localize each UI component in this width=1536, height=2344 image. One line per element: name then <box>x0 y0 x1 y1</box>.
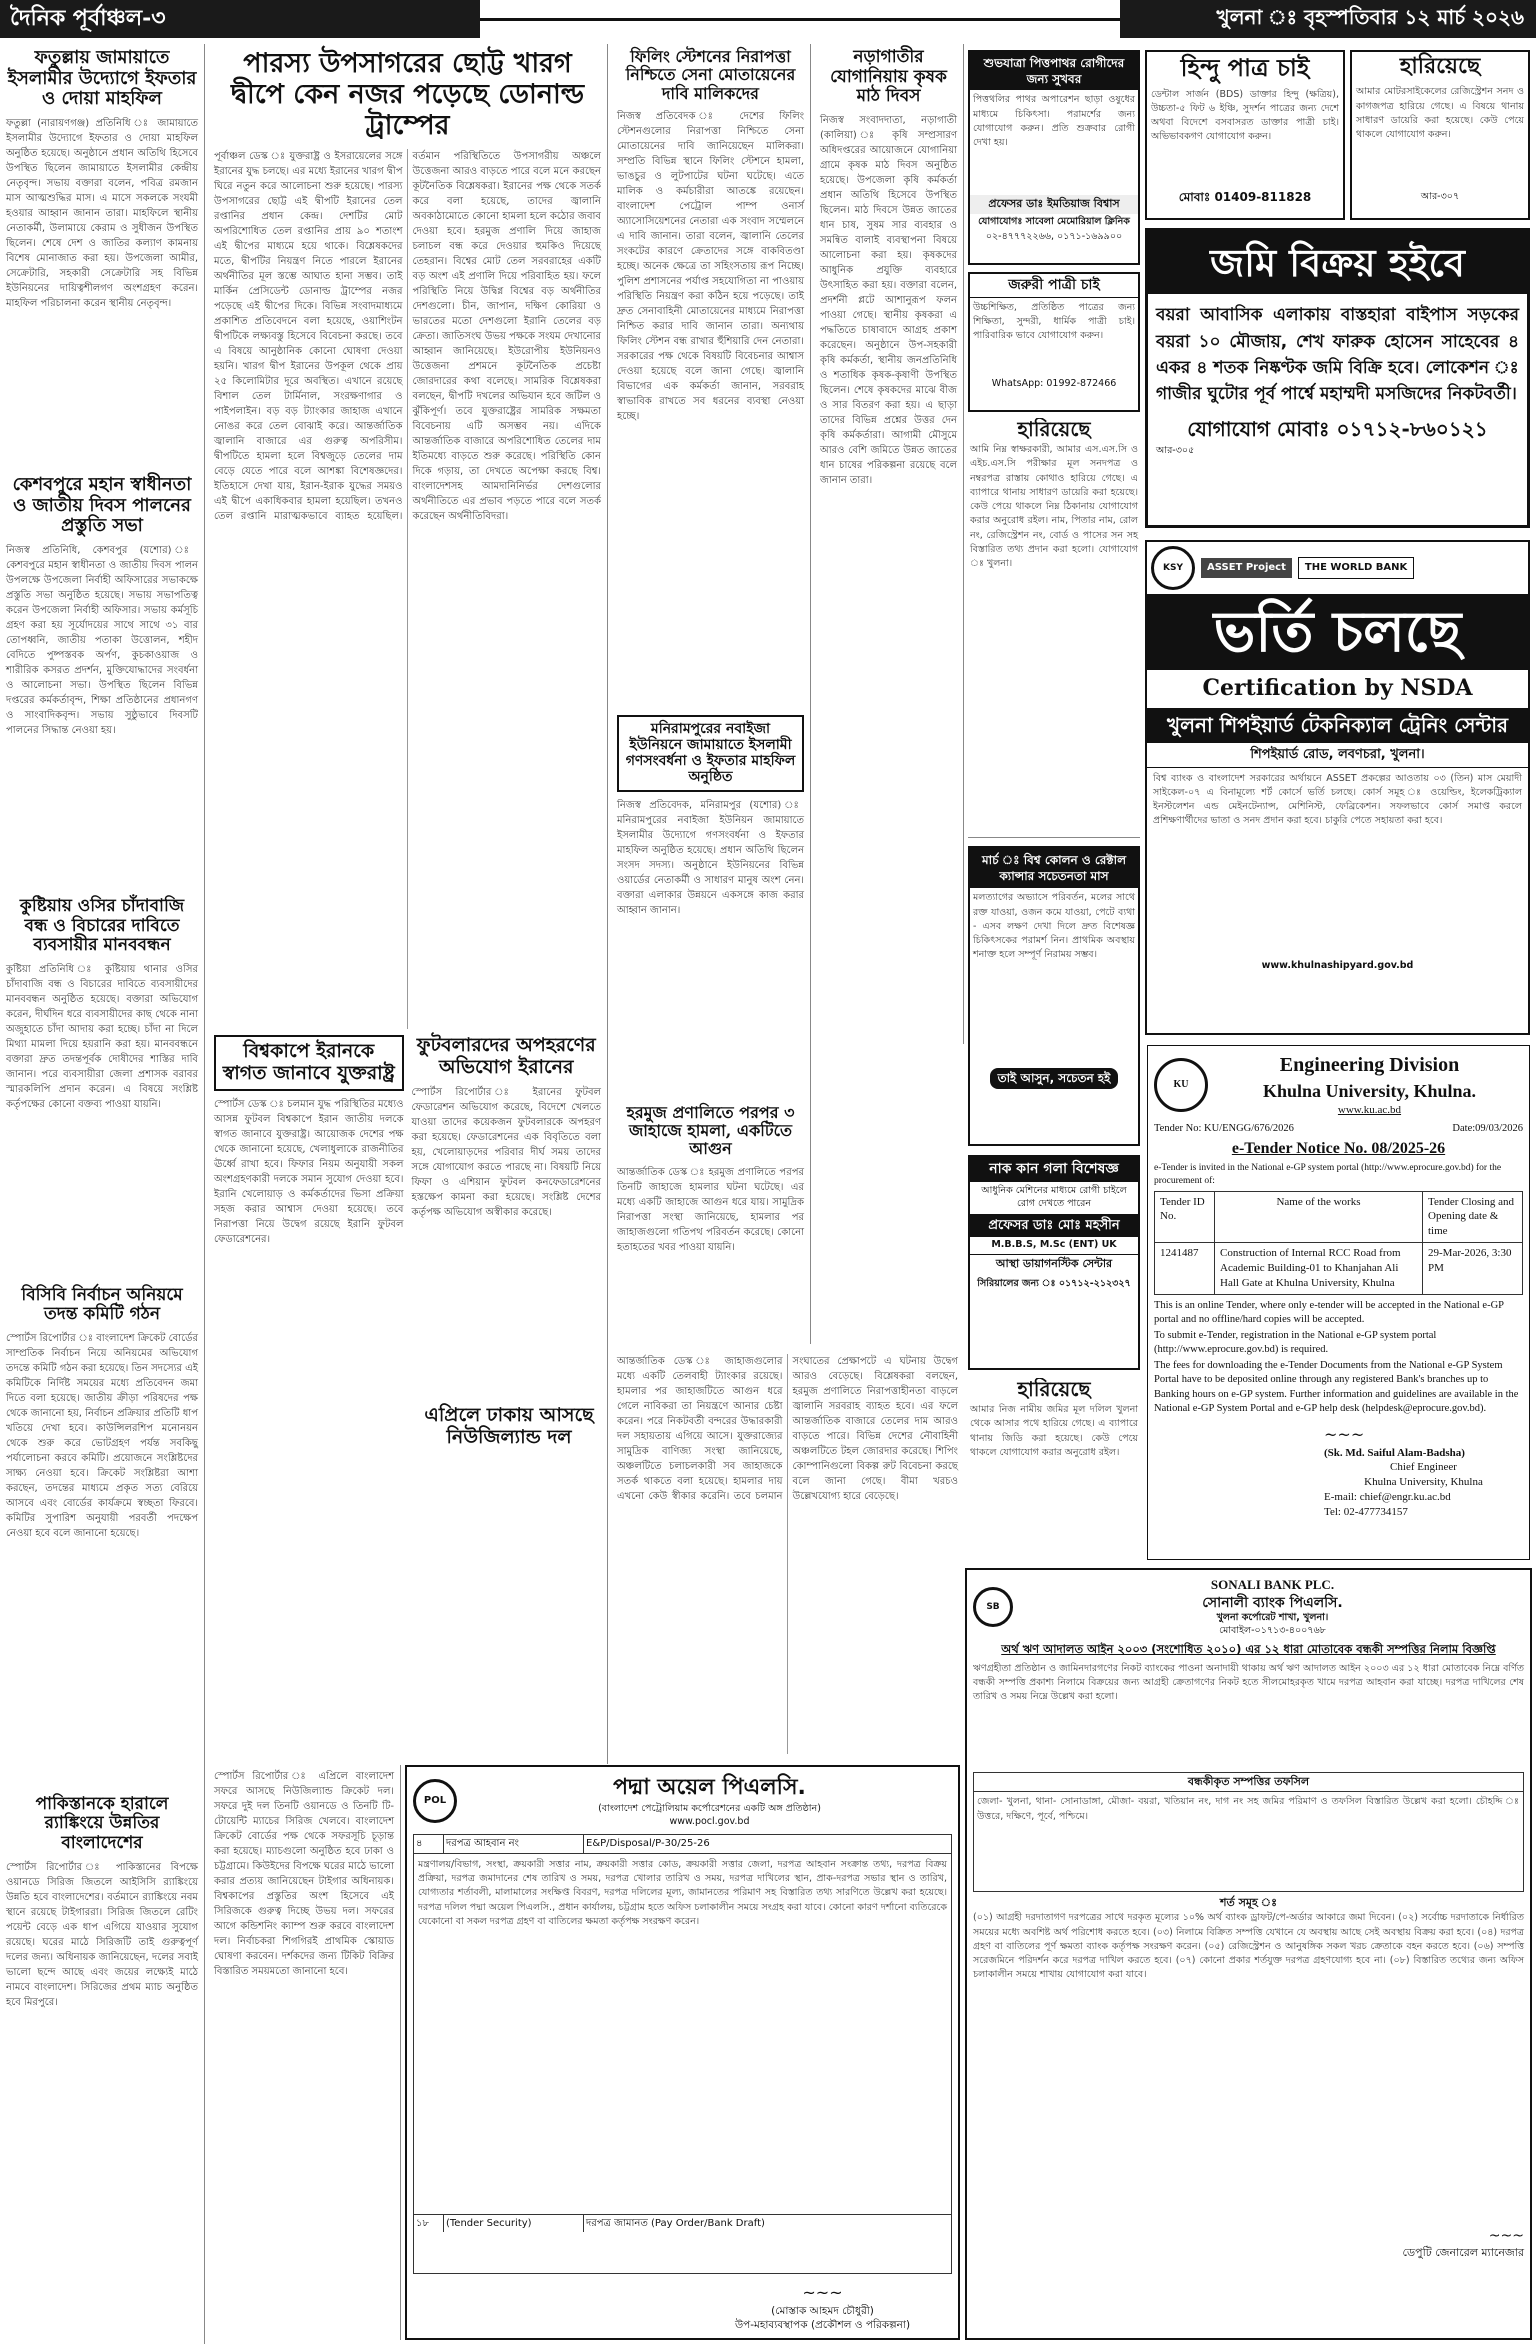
ku-logo: KU <box>1154 1058 1208 1112</box>
tender-sign-org: Khulna University, Khulna <box>1364 1476 1483 1489</box>
lead-headline: পারস্য উপসাগরের ছোট্ট খারগ দ্বীপে কেন নজর পড়েছে ডোনাল্ড ট্রাম্পের <box>230 48 585 142</box>
tender-row-name: Construction of Internal RCC Road from Academic Building-01 to Khanjahan Ali Hall Gate at Khulna University, Khulna <box>1215 1243 1423 1295</box>
ad-lost-1-title: হারিয়েছে <box>1399 53 1481 79</box>
ad-land-ref: আর-৩০৫ <box>1156 444 1195 456</box>
story-3-body: কুষ্টিয়া প্রতিনিধি ঃ কুষ্টিয়ায় থানার ওসির চাঁদাবাজি বন্ধ ও বিচারের দাবিতে ব্যবসায়ীদের মানববন্ধন অনুষ্ঠিত হয়েছে। বক্তারা অভিযোগ করেন, দীর্ঘদিন ধরে ব্যবসায়ীদের কাছ থেকে নানা অজুহাতে চাঁদা আদায় করা হচ্ছে। চাঁদা না দিলে মিথ্যা মামলা দিয়ে হয়রানি করা হয়। মানববন্ধনে বক্তারা দ্রুত তদন্তপূর্বক দোষীদের শাস্তির দাবি জানান। পরে ব্যবসায়ীরা জেলা প্রশাসক বরাবর স্মারকলিপি প্রদান করেন। এ বিষয়ে সংশ্লিষ্ট কর্তৃপক্ষের কোনো বক্তব্য পাওয়া যায়নি। <box>6 963 198 1110</box>
sonali-schedule-head: বন্ধকীকৃত সম্পত্তির তফসিল <box>973 1772 1524 1793</box>
ad-ent-phone: সিরিয়ালের জন্য ঃ ০১৭১২-২১২৩২৭ <box>977 1277 1131 1289</box>
ad-bride-title: জরুরী পাত্রী চাই <box>970 274 1138 298</box>
worldbank-badge: THE WORLD BANK <box>1298 557 1414 579</box>
sonali-branch: খুলনা কর্পোরেট শাখা, খুলনা। <box>1216 1612 1329 1624</box>
story-2-headline-col2: বিশ্বকাপে ইরানকে স্বাগত জানাবে যুক্তরাষ্ট্র <box>214 1035 404 1091</box>
padma-subtitle: (বাংলাদেশ পেট্রোলিয়াম কর্পোরেশনের একটি অঙ্গ প্রতিষ্ঠান) <box>598 1802 821 1814</box>
column-3-lower-body: আন্তর্জাতিক ডেস্ক ঃ জাহাজগুলোর মধ্যে একটি তেলবাহী ট্যাংকার রয়েছে। হামলার পর জাহাজটিতে আগুন ধরে গেলে নাবিকরা তা নিয়ন্ত্রণে আনার চেষ্টা করেন। পরে নিকটবর্তী বন্দরের উদ্ধারকারী দল সহায়তায় এগিয়ে আসে। যুক্তরাজ্যের সামুদ্রিক বাণিজ্য সংস্থা জানিয়েছে, অঞ্চলটিতে চলাচলকারী সব জাহাজকে সতর্ক থাকতে বলা হয়েছে। হামলার দায় এখনো কেউ স্বীকার করেনি। তবে চলমান সংঘাতের প্রেক্ষাপটে এ ঘটনায় উদ্বেগ আরও বেড়েছে। বিশ্লেষকরা বলছেন, হরমুজ প্রণালিতে নিরাপত্তাহীনতা বাড়লে জ্বালানি সরবরাহ ব্যাহত হবে। এর ফলে আন্তর্জাতিক বাজারে তেলের দাম আরও বাড়তে পারে। বিভিন্ন দেশের নৌবাহিনী অঞ্চলটিতে টহল জোরদার করেছে। শিপিং কোম্পানিগুলো বিকল্প রুট বিবেচনা করছে বলে জানা গেছে। বীমা খরচও উল্লেখযোগ্য হারে বেড়েছে। <box>617 1356 958 1502</box>
ad-lost-2-body: আমি নিম্ন স্বাক্ষরকারী, আমার এস.এস.সি ও এইচ.এস.সি পরীক্ষার মূল সনদপত্র ও নম্বরপত্র রাস্তায় কোথাও হারিয়ে গেছে। এ ব্যাপারে থানায় সাধারণ ডায়েরি করা হয়েছে। কেউ পেয়ে থাকলে নিম্ন ঠিকানায় যোগাযোগ করার অনুরোধ রইল। নাম, পিতার নাম, রোল নং, রেজিস্ট্রেশন নং, বোর্ড ও পাসের সন সহ বিস্তারিত তথ্য প্রদান করা হলো। যোগাযোগ ঃ খুলনা। <box>970 444 1138 569</box>
lead-body: পূর্বাঞ্চল ডেস্ক ঃ যুক্তরাষ্ট্র ও ইসরায়েলের সঙ্গে ইরানের যুদ্ধ চলছে। এর মধ্যে ইরানের খারগ দ্বীপ ঘিরে নতুন করে আলোচনা শুরু হয়েছে। পারস্য উপসাগরের ছোট্ট এই দ্বীপটি ইরানের তেল রপ্তানির প্রধান কেন্দ্র। দেশটির মোট অপরিশোধিত তেল রপ্তানির প্রায় ৯০ শতাংশ এই দ্বীপের মাধ্যমে হয়ে থাকে। বিশ্লেষকদের মতে, দ্বীপটির নিয়ন্ত্রণ নিতে পারলে ইরানের অর্থনীতির মূল স্তম্ভে আঘাত হানা সম্ভব। তাই মার্কিন প্রেসিডেন্ট ডোনাল্ড ট্রাম্পের নজর পড়েছে এই দ্বীপের দিকে। বিভিন্ন সংবাদমাধ্যমে প্রকাশিত প্রতিবেদনে বলা হয়েছে, ওয়াশিংটন দ্বীপটিকে লক্ষ্যবস্তু হিসেবে বিবেচনা করছে। তবে এ বিষয়ে আনুষ্ঠানিক কোনো ঘোষণা দেওয়া হয়নি। খারগ দ্বীপ ইরানের উপকূল থেকে প্রায় ২৫ কিলোমিটার দূরে অবস্থিত। এখানে রয়েছে বিশাল তেল টার্মিনাল, সংরক্ষণাগার ও পাইপলাইন। বড় বড় ট্যাংকার জাহাজ এখানে নোঙর করে তেল বোঝাই করে। আন্তর্জাতিক জ্বালানি বাজারে এর গুরুত্ব অপরিসীম। দ্বীপটিতে হামলা হলে বিশ্বজুড়ে তেলের দাম বেড়ে যেতে পারে বলে আশঙ্কা বিশেষজ্ঞদের। ইতিহাসে দেখা যায়, ইরান-ইরাক যুদ্ধের সময়ও এই দ্বীপে একাধিকবার হামলা হয়েছিল। তখনও তেল রপ্তানি মারাত্মকভাবে ব্যাহত হয়েছিল। বর্তমান পরিস্থিতিতে উপসাগরীয় অঞ্চলে উত্তেজনা আরও বাড়তে পারে বলে মনে করছেন কূটনৈতিক বিশ্লেষকরা। ইরানের পক্ষ থেকে সতর্ক করে বলা হয়েছে, তাদের জ্বালানি অবকাঠামোতে কোনো হামলা হলে কঠোর জবাব দেওয়া হবে। হরমুজ প্রণালি দিয়ে জাহাজ চলাচল বন্ধ করে দেওয়ার হুমকিও দিয়েছে তেহরান। বিশ্বের মোট তেল সরবরাহের একটি বড় অংশ এই প্রণালি দিয়ে পরিবাহিত হয়। ফলে পরিস্থিতি নিয়ে উদ্বিগ্ন বিশ্বের বড় অর্থনীতির দেশগুলো। চীন, জাপান, দক্ষিণ কোরিয়া ও ভারতের মতো দেশগুলো ইরানি তেলের বড় ক্রেতা। জাতিসংঘ উভয় পক্ষকে সংযম দেখানোর আহ্বান জানিয়েছে। ইউরোপীয় ইউনিয়নও উত্তেজনা প্রশমনে কূটনৈতিক প্রচেষ্টা জোরদারের কথা বলেছে। সামরিক বিশ্লেষকরা বলছেন, দ্বীপটি দখলের অভিযান হবে জটিল ও ঝুঁকিপূর্ণ। তবে যুক্তরাষ্ট্রের সামরিক সক্ষমতা বিবেচনায় এটি অসম্ভব নয়। এদিকে আন্তর্জাতিক বাজারে অপরিশোধিত তেলের দাম ইতিমধ্যে বাড়তে শুরু করেছে। পরিস্থিতি কোন দিকে গড়ায়, তা দেখতে অপেক্ষা করছে বিশ্ব। বাংলাদেশসহ আমদানিনির্ভর দেশগুলোর অর্থনীতিতে এর প্রভাব পড়তে পারে বলে সতর্ক করেছেন অর্থনীতিবিদরা। <box>214 151 601 523</box>
sonali-schedule-body: জেলা- খুলনা, থানা- সোনাডাঙ্গা, মৌজা- বয়রা, খতিয়ান নং, দাগ নং সহ জমির পরিমাণ ও তফসিল বিস্তারিত উল্লেখ করা হলো। চৌহদ্দি ঃ উত্তরে, দক্ষিণে, পূর্বে, পশ্চিমে। <box>973 1792 1524 1892</box>
tender-notice-title: e-Tender Notice No. 08/2025-26 <box>1231 1140 1446 1158</box>
story-3-headline: কুষ্টিয়ায় ওসির চাঁদাবাজি বন্ধ ও বিচারের দাবিতে ব্যবসায়ীর মানববন্ধন <box>19 896 185 956</box>
ad-gallstone-title: শুভযাত্রা পিত্তপাথর রোগীদের জন্য সুখবর <box>970 52 1138 90</box>
tender-col-id: Tender ID No. <box>1155 1191 1215 1243</box>
signature-mark: ~~~ <box>1324 1424 1365 1444</box>
tender-notice <box>1147 1045 1530 1560</box>
sonali-name-en: SONALI BANK PLC. <box>1210 1577 1335 1592</box>
ad-ent-specialist <box>968 1155 1140 1370</box>
story-4-headline: বিসিবি নির্বাচন অনিয়মে তদন্ত কমিটি গঠন <box>21 1284 183 1325</box>
ad-hindu-phone: মোবাঃ 01409-811828 <box>1178 189 1312 204</box>
column-2 <box>208 44 608 1764</box>
col3-story-1-headline: ফিলিং স্টেশনের নিরাপত্তা নিশ্চিতে সেনা মোতায়েনের দাবি মালিকদের <box>625 47 796 103</box>
tender-no: Tender No: KU/ENGG/676/2026 <box>1154 1123 1294 1135</box>
story-1-headline: ফতুল্লায় জামায়াতে ইসলামীর উদ্যোগে ইফতার ও দোয়া মাহফিল <box>7 47 197 110</box>
tender-col-name: Name of the works <box>1215 1191 1423 1243</box>
admission-title: ভর্তি চলছে <box>1147 594 1528 670</box>
col3-story-1-body: নিজস্ব প্রতিবেদক ঃ দেশের ফিলিং স্টেশনগুলোর নিরাপত্তা নিশ্চিতে সেনা মোতায়েনের দাবি জানিয়েছেন মালিকরা। সম্প্রতি বিভিন্ন স্থানে ফিলিং স্টেশনে হামলা, ভাঙচুর ও লুটপাটের ঘটনা ঘটেছে। এতে মালিক ও কর্মচারীরা আতঙ্কে রয়েছেন। বাংলাদেশ পেট্রোল পাম্প ওনার্স অ্যাসোসিয়েশনের নেতারা এক সংবাদ সম্মেলনে এ দাবি জানান। তারা বলেন, জ্বালানি তেলের সংকটের কারণে ক্রেতাদের সঙ্গে বাকবিতণ্ডা হচ্ছে। অনেক ক্ষেত্রে তা সহিংসতায় রূপ নিচ্ছে। পুলিশ প্রশাসনের পর্যাপ্ত সহযোগিতা না পাওয়ায় পরিস্থিতি নিয়ন্ত্রণ করা কঠিন হয়ে পড়েছে। তাই দ্রুত সেনাবাহিনী মোতায়েনের মাধ্যমে নিরাপত্তা নিশ্চিত করার দাবি জানান তারা। অন্যথায় ফিলিং স্টেশন বন্ধ রাখার হুঁশিয়ারি দেন নেতারা। সরকারের পক্ষ থেকে বিষয়টি বিবেচনার আশ্বাস দেওয়া হয়েছে বলে জানা গেছে। জ্বালানি বিভাগের এক কর্মকর্তা জানান, সরবরাহ স্বাভাবিক রাখতে সব ধরনের ব্যবস্থা নেওয়া হচ্ছে। <box>617 111 804 423</box>
story-3-headline-col2: ফুটবলারদের অপহরণের অভিযোগ ইরানের <box>416 1034 596 1078</box>
tender-note-2: To submit e-Tender, registration in the National e-GP system portal (http://www.eprocure.gov.bd) is required. <box>1154 1329 1437 1356</box>
padma-signer-title: উপ-মহাব্যবস্থাপক (প্রকৌশল ও পরিকল্পনা) <box>734 2319 911 2332</box>
ad-land-body: বয়রা আবাসিক এলাকায় বাস্তহারা বাইপাস সড়কের বয়রা ১০ মৌজায়, শেখ ফারুক হোসেন সাহেবের ৪ একর ৪ শতক নিষ্কণ্টক জমি বিক্রি হবে। লোকেশন ঃ গাজীর ঘুটোর পূর্ব পার্শ্বে মহাম্মদী মসজিদের নিকটবর্তী। <box>1156 305 1519 405</box>
tender-date: Date:09/03/2026 <box>1452 1123 1523 1135</box>
tender-sign-name: (Sk. Md. Saiful Alam-Badsha) <box>1324 1446 1465 1459</box>
ad-lost-3-title: হারিয়েছে <box>1017 1378 1091 1401</box>
padma-signer: (মোস্তাক আহমদ চৌধুরী) <box>771 2304 874 2317</box>
sonali-signer: ডেপুটি জেনারেল ম্যানেজার <box>1402 2246 1524 2260</box>
sonali-phone: মোবাইল-০১৭১৩-৪০০৭৬৮ <box>1219 1625 1326 1637</box>
ad-cancer-cta: তাই আসুন, সচেতন হই <box>990 1068 1119 1088</box>
tender-col-date: Tender Closing and Opening date & time <box>1423 1191 1523 1243</box>
padma-signature-mark: ~~~ <box>802 2283 843 2303</box>
ad-lost-1-body: আমার মোটরসাইকেলের রেজিস্ট্রেশন সনদ ও কাগজপত্র হারিয়ে গেছে। এ বিষয়ে থানায় সাধারণ ডায়েরি করা হয়েছে। কেউ পেয়ে থাকলে যোগাযোগ করুন। <box>1356 86 1524 141</box>
ad-gallstone-body: পিত্তথলির পাথর অপারেশন ছাড়া ওষুধের মাধ্যমে চিকিৎসা। পরামর্শের জন্য যোগাযোগ করুন। প্রতি শুক্রবার রোগী দেখা হয়। <box>973 94 1135 149</box>
asset-badge: ASSET Project <box>1201 558 1292 578</box>
padma-security-label: (Tender Security) <box>444 2215 584 2233</box>
ad-cancer-cta-wrap <box>970 1068 1138 1088</box>
ad-hindu-title: হিন্দু পাত্র চাই <box>1180 53 1310 82</box>
tender-table <box>1154 1191 1523 1295</box>
padma-title: পদ্মা অয়েল পিএলসি. <box>613 1775 806 1800</box>
story-4-body: স্পোর্টস রিপোর্টার ঃ বাংলাদেশ ক্রিকেট বোর্ডের সাম্প্রতিক নির্বাচন নিয়ে অনিয়মের অভিযোগ তদন্তে কমিটি গঠন করা হয়েছে। তিন সদস্যের এই কমিটিকে নির্দিষ্ট সময়ের মধ্যে প্রতিবেদন জমা দিতে বলা হয়েছে। জাতীয় ক্রীড়া পরিষদের পক্ষ থেকে জানানো হয়, নির্বাচন প্রক্রিয়ার প্রতিটি ধাপ খতিয়ে দেখা হবে। কাউন্সিলরশিপ মনোনয়ন থেকে শুরু করে ভোটগ্রহণ পর্যন্ত সবকিছু পর্যালোচনা করবে কমিটি। প্রয়োজনে সংশ্লিষ্টদের সাক্ষ্য নেওয়া হবে। ক্রিকেট সংশ্লিষ্টরা আশা করছেন, তদন্তের মাধ্যমে প্রকৃত সত্য বেরিয়ে আসবে এবং বোর্ডের কার্যক্রমে স্বচ্ছতা ফিরবে। কমিটির সুপারিশ অনুযায়ী পরবর্তী পদক্ষেপ নেওয়া হবে বলে জানানো হয়েছে। <box>6 1332 198 1539</box>
padma-table <box>413 1834 952 2274</box>
ad-land-phone: যোগাযোগ মোবাঃ ০১৭১২-৮৬০১২১ <box>1187 416 1488 441</box>
ad-cancer-body: মলত্যাগের অভ্যাসে পরিবর্তন, মলের সাথে রক্ত যাওয়া, ওজন কমে যাওয়া, পেটে ব্যথা - এসব লক্ষণ দেখা দিলে দ্রুত বিশেষজ্ঞ চিকিৎসকের পরামর্শ নিন। প্রাথমিক অবস্থায় শনাক্ত হলে সম্পূর্ণ নিরাময় সম্ভব। <box>973 892 1135 961</box>
ad-gallstone-phone: ০২-৪৭৭৭২২৬৬, ০১৭১-১৬৯৯০০ <box>985 231 1123 243</box>
ad-ent-degree: M.B.B.S, M.Sc (ENT) UK <box>991 1239 1117 1251</box>
tender-row-date: 29-Mar-2026, 3:30 PM <box>1423 1243 1523 1295</box>
column-1 <box>0 44 205 2344</box>
padma-logo: POL <box>413 1779 457 1823</box>
padma-website[interactable]: www.pocl.gov.bd <box>669 1815 750 1827</box>
admission-cert: Certification by NSDA <box>1202 675 1473 702</box>
sonali-notice-title: অর্থ ঋণ আদালত আইন ২০০৩ (সংশোধিত ২০১০) এর ১২ ধারা মোতাবেক বন্ধকী সম্পত্তির নিলাম বিজ্ঞপ্তি <box>1001 1642 1496 1657</box>
ad-hindu-body: ডেন্টাল সার্জন (BDS) ডাক্তার হিন্দু (ক্ষত্রিয়), উচ্চতা-৫ ফিট ৬ ইঞ্চি, সুদর্শন পাত্রের জন্য দেশে অথবা বিদেশে বসবাসরত ডাক্তার পাত্রী চাই। অভিভাবকগণ যোগাযোগ করুন। <box>1151 88 1339 143</box>
story-2-body: নিজস্ব প্রতিনিধি, কেশবপুর (যশোর) ঃ কেশবপুরে মহান স্বাধীনতা ও জাতীয় দিবস পালন উপলক্ষে উপজেলা নির্বাহী অফিসারের সভাকক্ষে প্রস্তুতি সভা অনুষ্ঠিত হয়েছে। সভায় সভাপতিত্ব করেন উপজেলা নির্বাহী অফিসার। সভায় কর্মসূচি গ্রহণ করা হয় সূর্যোদয়ের সাথে সাথে ৩১ বার তোপধ্বনি, জাতীয় পতাকা উত্তোলন, শহীদ বেদিতে পুষ্পস্তবক অর্পণ, কুচকাওয়াজ ও শারীরিক কসরত প্রদর্শন, মুক্তিযোদ্ধাদের সংবর্ধনা ও আলোচনা সভা। উপস্থিত ছিলেন বিভিন্ন দপ্তরের কর্মকর্তাবৃন্দ, শিক্ষা প্রতিষ্ঠানের প্রধানগণ ও সাংবাদিকবৃন্দ। সভায় সুষ্ঠুভাবে দিবসটি পালনের সিদ্ধান্ত নেওয়া হয়। <box>6 545 198 737</box>
sonali-bank-notice <box>965 1568 1532 2340</box>
sonali-signature <box>973 2227 1524 2261</box>
sonali-logo: SB <box>973 1587 1013 1627</box>
tender-note-3: The fees for downloading the e-Tender Documents from the National e-GP System Portal have to be deposited online through any registered Bank's branches up to Banking hours on e-GP system. Further information and guidelines are available in the National e-GP System Portal and e-GP help desk (helpdesk@eprocure.gov.bd). <box>1154 1360 1519 1414</box>
col4-story-1-headline: নড়াগাতীর যোগানিয়ায় কৃষক মাঠ দিবস <box>830 47 947 107</box>
story-3-body-col2: স্পোর্টস রিপোর্টার ঃ ইরানের ফুটবল ফেডারেশন অভিযোগ করেছে, বিদেশে খেলতে যাওয়া তাদের কয়েকজন ফুটবলারকে অপহরণ করা হয়েছে। ফেডারেশনের এক বিবৃতিতে বলা হয়, খেলোয়াড়দের পরিবার দীর্ঘ সময় তাদের সঙ্গে যোগাযোগ করতে পারছে না। বিষয়টি নিয়ে ফিফা ও এশিয়ান ফুটবল কনফেডারেশনের হস্তক্ষেপ কামনা করা হয়েছে। সংশ্লিষ্ট দেশের কর্তৃপক্ষ অভিযোগ অস্বীকার করেছে। <box>411 1086 601 1218</box>
ad-hindu-groom <box>1145 50 1345 220</box>
col3-story-3-body: আন্তর্জাতিক ডেস্ক ঃ হরমুজ প্রণালিতে পরপর তিনটি জাহাজে হামলার ঘটনা ঘটেছে। এর মধ্যে একটি জাহাজে আগুন ধরে যায়। সামুদ্রিক নিরাপত্তা সংস্থা জানিয়েছে, হামলার পর জাহাজগুলো গতিপথ পরিবর্তন করেছে। কোনো হতাহতের খবর পাওয়া যায়নি। <box>617 1166 804 1253</box>
table-row <box>1155 1243 1523 1295</box>
tender-sign-title: Chief Engineer <box>1390 1461 1457 1474</box>
ad-lost-1 <box>1350 50 1530 220</box>
col3-story-3-headline: হরমুজ প্রণালিতে পরপর ৩ জাহাজে হামলা, একটিতে আগুন <box>626 1102 795 1159</box>
admission-web[interactable]: www.khulnashipyard.gov.bd <box>1261 959 1414 971</box>
tender-intro: e-Tender is invited in the National e-GP system portal (http://www.eprocure.gov.bd) for the procurement of: <box>1154 1162 1502 1186</box>
column-3-lower <box>611 1350 964 1760</box>
story-4-headline-col2: এপ্রিলে ঢাকায় আসছে নিউজিল্যান্ড দল <box>424 1403 594 1448</box>
ad-admission <box>1145 540 1530 1035</box>
ad-lost-3-body: আমার নিজ নামীয় জমির মূল দলিল খুলনা থেকে আসার পথে হারিয়ে গেছে। এ ব্যাপারে থানায় জিডি করা হয়েছে। কেউ পেয়ে থাকলে যোগাযোগ করার অনুরোধ রইল। <box>970 1404 1138 1458</box>
ad-lost-1-ref: আর-৩০৭ <box>1420 191 1460 203</box>
column-4 <box>814 44 964 1044</box>
padma-ref-row: ৪ দরপত্র আহবান নং E&P/Disposal/P-30/25-26 <box>414 1835 951 1854</box>
header-rule <box>480 18 1120 21</box>
ad-land-sale <box>1145 228 1530 528</box>
tender-row-id: 1241487 <box>1155 1243 1215 1295</box>
story-1-body: ফতুল্লা (নারায়ণগঞ্জ) প্রতিনিধি ঃ জামায়াতে ইসলামীর উদ্যোগে ইফতার ও দোয়া মাহফিল অনুষ্ঠিত হয়েছে। অনুষ্ঠানে প্রধান অতিথি হিসেবে উপস্থিত ছিলেন জামায়াতে ইসলামীর কেন্দ্রীয় নেতৃবৃন্দ। সভায় বক্তারা বলেন, পবিত্র রমজান মাস আত্মশুদ্ধির মাস। এ মাসে সকলকে সংযমী হওয়ার আহ্বান জানান তারা। মাহফিলে স্থানীয় নেতাকর্মী, উলামায়ে কেরাম ও সুধীজন উপস্থিত ছিলেন। শেষে দেশ ও জাতির কল্যাণ কামনায় বিশেষ মোনাজাত করা হয়। উপজেলা আমীর, সেক্রেটারি, সহকারী সেক্রেটারি সহ বিভিন্ন ইউনিয়নের দায়িত্বশীলগণ অংশগ্রহণ করেন। মাহফিল পরিচালনা করেন স্থানীয় নেতৃবৃন্দ। <box>6 118 198 310</box>
ad-land-title: জমি বিক্রয় হইবে <box>1148 231 1527 294</box>
tender-sign-email: E-mail: chief@engr.ku.ac.bd <box>1324 1491 1451 1504</box>
masthead-right <box>1120 0 1536 38</box>
ad-ent-title: নাক কান গলা বিশেষজ্ঞ <box>970 1157 1138 1182</box>
sonali-terms-head: শর্ত সমূহ ঃ <box>1220 1896 1277 1910</box>
ad-cancer-title: মার্চ ঃ বিশ্ব কোলন ও রেক্টাল ক্যান্সার সচেতনতা মাস <box>970 848 1138 888</box>
ad-gallstone-doctor: প্রফেসর ডাঃ ইমতিয়াজ বিশ্বাস <box>970 195 1138 214</box>
sonali-signature-mark: ~~~ <box>1488 2228 1524 2245</box>
sonali-name-bn: সোনালী ব্যাংক পিএলসি. <box>1202 1594 1343 1611</box>
admission-addr: শিপইয়ার্ড রোড, লবণচরা, খুলনা। <box>1250 747 1425 763</box>
ad-lost-3 <box>968 1378 1140 1578</box>
story-2-body-col2: স্পোর্টস ডেস্ক ঃ চলমান যুদ্ধ পরিস্থিতির মধ্যেও আসন্ন ফুটবল বিশ্বকাপে ইরান জাতীয় দলকে স্বাগত জানাবে যুক্তরাষ্ট্র। আয়োজক দেশের পক্ষ থেকে জানানো হয়েছে, খেলাধুলাকে রাজনীতির ঊর্ধ্বে রাখা হবে। ফিফার নিয়ম অনুযায়ী সকল অংশগ্রহণকারী দলকে সমান সুযোগ দেওয়া হবে। ইরানি খেলোয়াড় ও কর্মকর্তাদের ভিসা প্রক্রিয়া সহজ করার আশ্বাস দেওয়া হয়েছে। তবে নিরাপত্তা নিয়ে উদ্বেগ রয়েছে ইরানি ফুটবল ফেডারেশনের। <box>214 1098 404 1245</box>
padma-signature <box>693 2282 952 2332</box>
masthead-left <box>0 0 480 38</box>
ad-lost-2-title: হারিয়েছে <box>1017 418 1091 441</box>
col4-story-1-body: নিজস্ব সংবাদদাতা, নড়াগাতী (কালিয়া) ঃ কৃষি সম্প্রসারণ অধিদপ্তরের আয়োজনে যোগানিয়া গ্রামে কৃষক মাঠ দিবস অনুষ্ঠিত হয়েছে। উপজেলা কৃষি কর্মকর্তা প্রধান অতিথি হিসেবে উপস্থিত ছিলেন। মাঠ দিবসে উন্নত জাতের ধান চাষ, সুষম সার ব্যবহার ও সমন্বিত বালাই ব্যবস্থাপনা বিষয়ে আলোচনা করা হয়। কৃষকদের আধুনিক প্রযুক্তি ব্যবহারে উৎসাহিত করা হয়। বক্তারা বলেন, প্রদর্শনী প্লটে আশানুরূপ ফলন পাওয়া গেছে। স্থানীয় কৃষকরা এ পদ্ধতিতে চাষাবাদে আগ্রহ প্রকাশ করেছেন। অনুষ্ঠানে উপ-সহকারী কৃষি কর্মকর্তা, স্থানীয় জনপ্রতিনিধি ও শতাধিক কৃষক-কৃষাণী উপস্থিত ছিলেন। শেষে কৃষকদের মাঝে বীজ ও সার বিতরণ করা হয়। এ ছাড়া তাদের বিভিন্ন প্রশ্নের উত্তর দেন কৃষি কর্মকর্তারা। আগামী মৌসুমে আরও বেশি জমিতে উন্নত জাতের ধান চাষের পরিকল্পনা রয়েছে বলে জানান তারা। <box>820 114 957 486</box>
ad-ent-center: আস্থা ডায়াগনস্টিক সেন্টার <box>970 1254 1138 1274</box>
col3-story-2-body: নিজস্ব প্রতিবেদক, মনিরামপুর (যশোর) ঃ মনিরামপুরের নবাইজা ইউনিয়ন জামায়াতে ইসলামীর উদ্যোগে গণসংবর্ধনা ও ইফতার মাহফিল অনুষ্ঠিত হয়েছে। প্রধান অতিথি ছিলেন সংসদ সদস্য। অনুষ্ঠানে ইউনিয়নের বিভিন্ন ওয়ার্ডের নেতাকর্মী ও সাধারণ মানুষ অংশ নেন। বক্তারা এলাকার উন্নয়নে একসঙ্গে কাজ করার আহ্বান জানান। <box>617 799 804 916</box>
tender-website[interactable]: www.ku.ac.bd <box>1337 1104 1402 1117</box>
col3-story-2-headline: মনিরামপুরের নবাইজা ইউনিয়নে জামায়াতে ইসলামী গণসংবর্ধনা ও ইফতার মাহফিল অনুষ্ঠিত <box>617 715 804 791</box>
padma-table-body: মন্ত্রণালয়/বিভাগ, সংস্থা, ক্রয়কারী সত্তার নাম, ক্রয়কারী সত্তার কোড, ক্রয়কারী সত্তার জেলা, দরপত্র আহবান সংক্রান্ত তথ্য, দরপত্র বিক্রয় প্রক্রিয়া, দরপত্র জমাদানের শেষ তারিখ ও সময়, দরপত্র খোলার তারিখ ও সময়, দরপত্র দাখিলের স্থান, প্রাক-দরপত্র সভার স্থান ও তারিখ, যোগ্যতার শর্তাবলী, মালামালের সংক্ষিপ্ত বিবরণ, দরপত্র দলিলের মূল্য, জামানতের পরিমাণ সহ বিস্তারিত তথ্য সারণিতে উল্লেখ করা হয়েছে। দরপত্র দলিল পদ্মা অয়েল পিএলসি., প্রধান কার্যালয়, চট্টগ্রাম হতে অফিস চলাকালীন সময়ে সংগ্রহ করা যাবে। কোনো কারণ দর্শানো ব্যতিরেকে যেকোনো বা সকল দরপত্র গ্রহণ বা বাতিলের ক্ষমতা কর্তৃপক্ষ সংরক্ষণ করেন। <box>418 1858 947 1927</box>
padma-oil-notice <box>405 1765 960 2340</box>
shipyard-logo: KSY <box>1151 546 1195 590</box>
ad-ent-doctor: প্রফেসর ডাঃ মোঃ মহসীন <box>970 1214 1138 1238</box>
admission-center: খুলনা শিপইয়ার্ড টেকনিক্যাল ট্রেনিং সেন্টার <box>1147 708 1528 743</box>
ad-ent-sub: আধুনিক মেশিনের মাধ্যমে রোগী চাইলে রোগ দেখতে পারেন <box>981 1184 1127 1209</box>
ad-cancer-awareness <box>968 846 1140 1146</box>
date-line: খুলনা ঃ বৃহস্পতিবার ১২ মার্চ ২০২৬ <box>1216 5 1524 29</box>
padma-security-row: ১৮ (Tender Security) দরপত্র জামানত (Pay Order/Bank Draft) <box>414 2214 951 2233</box>
story-5-body: স্পোর্টস রিপোর্টার ঃ পাকিস্তানের বিপক্ষে ওয়ানডে সিরিজ জিতলে আইসিসি র‍্যাঙ্কিংয়ে উন্নতি হবে বাংলাদেশের। বর্তমানে র‍্যাঙ্কিংয়ে নবম স্থানে রয়েছে টাইগাররা। সিরিজ জিতলে রেটিং পয়েন্ট বেড়ে এক ধাপ এগিয়ে যাওয়ার সুযোগ রয়েছে। ঘরের মাঠে সিরিজটি তাই গুরুত্বপূর্ণ দলের জন্য। অধিনায়ক জানিয়েছেন, দলের সবাই ভালো ছন্দে আছে এবং জয়ের লক্ষ্যেই মাঠে নামবে বাংলাদেশ। সিরিজের প্রথম ম্যাচ অনুষ্ঠিত হবে মিরপুরে। <box>6 1861 198 2008</box>
ad-bride-phone: WhatsApp: 01992-872466 <box>991 377 1117 389</box>
tender-table-header <box>1155 1191 1523 1243</box>
ad-gallstone <box>968 50 1140 265</box>
padma-tender-ref: E&P/Disposal/P-30/25-26 <box>586 1838 710 1850</box>
paper-name: দৈনিক পূর্বাঞ্চল-৩ <box>10 5 166 31</box>
tender-university: Khulna University, Khulna. <box>1262 1081 1477 1101</box>
story-2-headline: কেশবপুরে মহান স্বাধীনতা ও জাতীয় দিবস পালনের প্রস্তুতি সভা <box>12 474 192 537</box>
story-5-headline: পাকিস্তানকে হারালে র‍্যাঙ্কিংয়ে উন্নতির বাংলাদেশের <box>35 1793 169 1853</box>
ad-gallstone-contact: যোগাযোগঃ সাবেলা মেমোরিয়াল ক্লিনিক <box>978 216 1130 228</box>
tender-division: Engineering Division <box>1279 1054 1460 1076</box>
tender-sign-tel: Tel: 02-477734157 <box>1324 1505 1408 1518</box>
column-2-lower-body: স্পোর্টস রিপোর্টার ঃ এপ্রিলে বাংলাদেশ সফরে আসছে নিউজিল্যান্ড ক্রিকেট দল। সফরে দুই দল তিনটি ওয়ানডে ও তিনটি টি-টোয়েন্টি ম্যাচের সিরিজ খেলবে। বাংলাদেশ ক্রিকেট বোর্ডের পক্ষ থেকে সফরসূচি চূড়ান্ত করা হয়েছে। ম্যাচগুলো অনুষ্ঠিত হবে ঢাকা ও চট্টগ্রামে। কিউইদের বিপক্ষে ঘরের মাঠে ভালো করার প্রত্যয় জানিয়েছেন টাইগার অধিনায়ক। বিশ্বকাপের প্রস্তুতির অংশ হিসেবে এই সিরিজকে গুরুত্ব দিচ্ছে উভয় দল। সফরের আগে কন্ডিশনিং ক্যাম্প শুরু করবে বাংলাদেশ দল। নির্বাচকরা শিগগিরই প্রাথমিক স্কোয়াড ঘোষণা করবেন। দর্শকদের জন্য টিকিট বিক্রির বিস্তারিত সময়মতো জানানো হবে। <box>214 1771 394 1977</box>
tender-note-1: This is an online Tender, where only e-tender will be accepted in the National e-GP portal and no offline/hard copies will be accepted. <box>1154 1299 1504 1325</box>
ad-lost-2 <box>968 418 1140 838</box>
sonali-terms-body: (০১) আগ্রহী দরদাতাগণ দরপত্রের সাথে দরকৃত মূল্যের ১০% অর্থ ব্যাংক ড্রাফট/পে-অর্ডার আকারে জমা দিবেন। (০২) সর্বোচ্চ দরদাতাকে নির্ধারিত সময়ের মধ্যে অবশিষ্ট অর্থ পরিশোধ করতে হবে। (০৩) নিলামে বিক্রিত সম্পত্তি যেখানে যে অবস্থায় আছে সেই অবস্থায় বিক্রয় করা হবে। (০৪) দরপত্র গ্রহণ বা বাতিলের পূর্ণ ক্ষমতা ব্যাংক কর্তৃপক্ষ সংরক্ষণ করেন। (০৫) রেজিস্ট্রেশন ও আনুষঙ্গিক সকল খরচ ক্রেতাকে বহন করতে হবে। (০৬) সম্পত্তি সরেজমিনে পরিদর্শন করে দরপত্র দাখিল করতে হবে। (০৭) কোনো প্রকার শর্তযুক্ত দরপত্র গ্রহণযোগ্য হবে না। (০৮) বিস্তারিত তথ্যের জন্য অফিস চলাকালীন সময়ে শাখায় যোগাযোগ করা যাবে। <box>973 1912 1524 1981</box>
sonali-intro: ঋণগ্রহীতা প্রতিষ্ঠান ও জামিনদারগণের নিকট ব্যাংকের পাওনা অনাদায়ী থাকায় অর্থ ঋণ আদালত আইন ২০০৩ এর ১২ ধারা মোতাবেক নিম্নে বর্ণিত বন্ধকী সম্পত্তি প্রকাশ্য নিলামে বিক্রয়ের জন্য আগ্রহী ক্রেতাগণের নিকট হতে সীলমোহরকৃত খামে দরপত্র আহবান করা যাচ্ছে। দরপত্র দাখিলের শেষ তারিখ ও সময় নিম্নে উল্লেখ করা হলো। <box>973 1662 1524 1703</box>
column-3 <box>611 44 811 1344</box>
ad-urgent-bride <box>968 272 1140 412</box>
tender-signature-block <box>1324 1424 1523 1520</box>
admission-details: বিশ্ব ব্যাংক ও বাংলাদেশ সরকারের অর্থায়নে ASSET প্রকল্পের আওতায় ০৩ (তিন) মাস মেয়াদী সাইকেল-০৭ এ বিনামূল্যে শর্ট কোর্সে ভর্তি চলছে। কোর্স সমূহ ঃ ওয়েল্ডিং, ইলেকট্রিক্যাল ইনস্টলেশন এন্ড মেইনটেন্যান্স, মেশিনিস্ট, ফেব্রিকেশন। সফলভাবে কোর্স সমাপ্ত করলে প্রশিক্ষণার্থীদের ভাতা ও সনদ প্রদান করা হবে। চাকুরি পেতে সহায়তা করা হবে। <box>1147 767 1528 957</box>
column-2-lower <box>208 1765 401 2340</box>
ad-bride-body: উচ্চশিক্ষিত, প্রতিষ্ঠিত পাত্রের জন্য শিক্ষিতা, সুন্দরী, ধার্মিক পাত্রী চাই। পারিবারিক ভাবে যোগাযোগ করুন। <box>973 301 1135 342</box>
